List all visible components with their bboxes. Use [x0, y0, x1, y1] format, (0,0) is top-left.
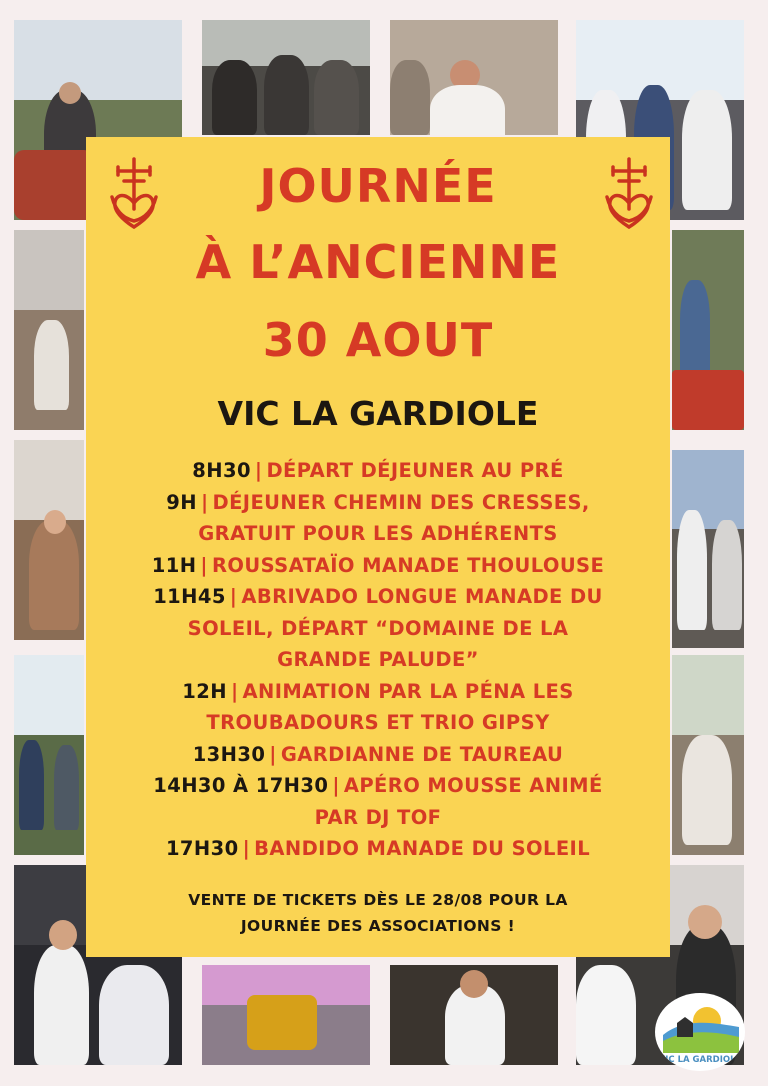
- schedule-item: [86, 581, 670, 613]
- schedule-time: 11H45: [153, 585, 226, 608]
- photo-left-3: [14, 440, 84, 640]
- photo-horses: [202, 20, 370, 135]
- title-date: 30 AOUT: [262, 313, 494, 367]
- separator-bar: |: [230, 679, 239, 703]
- schedule-item: [86, 770, 670, 802]
- ticket-note-line-2: JOURNÉE DES ASSOCIATIONS !: [240, 917, 516, 935]
- schedule-time: 13H30: [192, 742, 266, 766]
- title-line-2: À L’ANCIENNE: [195, 235, 561, 289]
- schedule-item: [86, 550, 670, 582]
- logo-text: VIC LA GARDIOLE: [658, 1055, 742, 1065]
- photo-tractor-smoke: [202, 965, 370, 1065]
- schedule-description: DÉPART DÉJEUNER AU PRÉ: [266, 459, 564, 482]
- schedule-description: ANIMATION PAR LA PÉNA LES: [242, 679, 574, 703]
- schedule-time: 9H: [166, 490, 197, 514]
- separator-bar: |: [242, 837, 251, 860]
- town-logo: [655, 993, 745, 1071]
- photo-right-4: [672, 655, 744, 855]
- schedule-item: [86, 455, 670, 487]
- photo-right-3: [672, 450, 744, 648]
- schedule-description: APÉRO MOUSSE ANIMÉ: [343, 774, 603, 797]
- schedule: [86, 455, 670, 865]
- title-line-1: JOURNÉE: [259, 159, 497, 213]
- photo-right-2: [672, 230, 744, 430]
- photo-crowd: [390, 20, 558, 135]
- schedule-description-continued: GRATUIT POUR LES ADHÉRENTS: [198, 522, 558, 545]
- schedule-description: BANDIDO MANADE DU SOLEIL: [254, 837, 591, 860]
- schedule-time: 14H30 À 17H30: [153, 774, 329, 797]
- separator-bar: |: [254, 459, 263, 482]
- schedule-description: DÉJEUNER CHEMIN DES CRESSES,: [212, 490, 590, 514]
- schedule-item: [86, 833, 670, 865]
- photo-left-4: [14, 655, 84, 855]
- logo-emblem-icon: [655, 997, 745, 1057]
- poster-panel: [86, 137, 670, 957]
- schedule-description-continued: SOLEIL, DÉPART “DOMAINE DE LA: [187, 616, 569, 640]
- schedule-time: 11H: [151, 553, 197, 577]
- schedule-time: 17H30: [165, 837, 239, 860]
- schedule-item: [86, 739, 670, 771]
- schedule-time: 8H30: [192, 459, 251, 482]
- schedule-item: [86, 676, 670, 708]
- schedule-time: 12H: [182, 679, 227, 703]
- photo-singer: [390, 965, 558, 1065]
- ticket-note: [86, 887, 670, 939]
- separator-bar: |: [200, 553, 208, 577]
- ticket-note-line-1: VENTE DE TICKETS DÈS LE 28/08 POUR LA: [188, 891, 568, 909]
- schedule-item: [86, 487, 670, 519]
- schedule-description-continued: TROUBADOURS ET TRIO GIPSY: [206, 711, 550, 734]
- schedule-description-continued: PAR DJ TOF: [314, 805, 442, 829]
- separator-bar: |: [332, 774, 340, 797]
- schedule-description: ABRIVADO LONGUE MANADE DU: [241, 585, 603, 608]
- schedule-description: GARDIANNE DE TAUREAU: [280, 742, 564, 766]
- separator-bar: |: [200, 490, 209, 514]
- schedule-description: ROUSSATAÏO MANADE THOULOUSE: [211, 553, 605, 577]
- separator-bar: |: [229, 585, 238, 608]
- town-name: VIC LA GARDIOLE: [217, 394, 539, 433]
- schedule-description-continued: GRANDE PALUDE”: [277, 648, 479, 671]
- separator-bar: |: [269, 742, 277, 766]
- photo-left-2: [14, 230, 84, 430]
